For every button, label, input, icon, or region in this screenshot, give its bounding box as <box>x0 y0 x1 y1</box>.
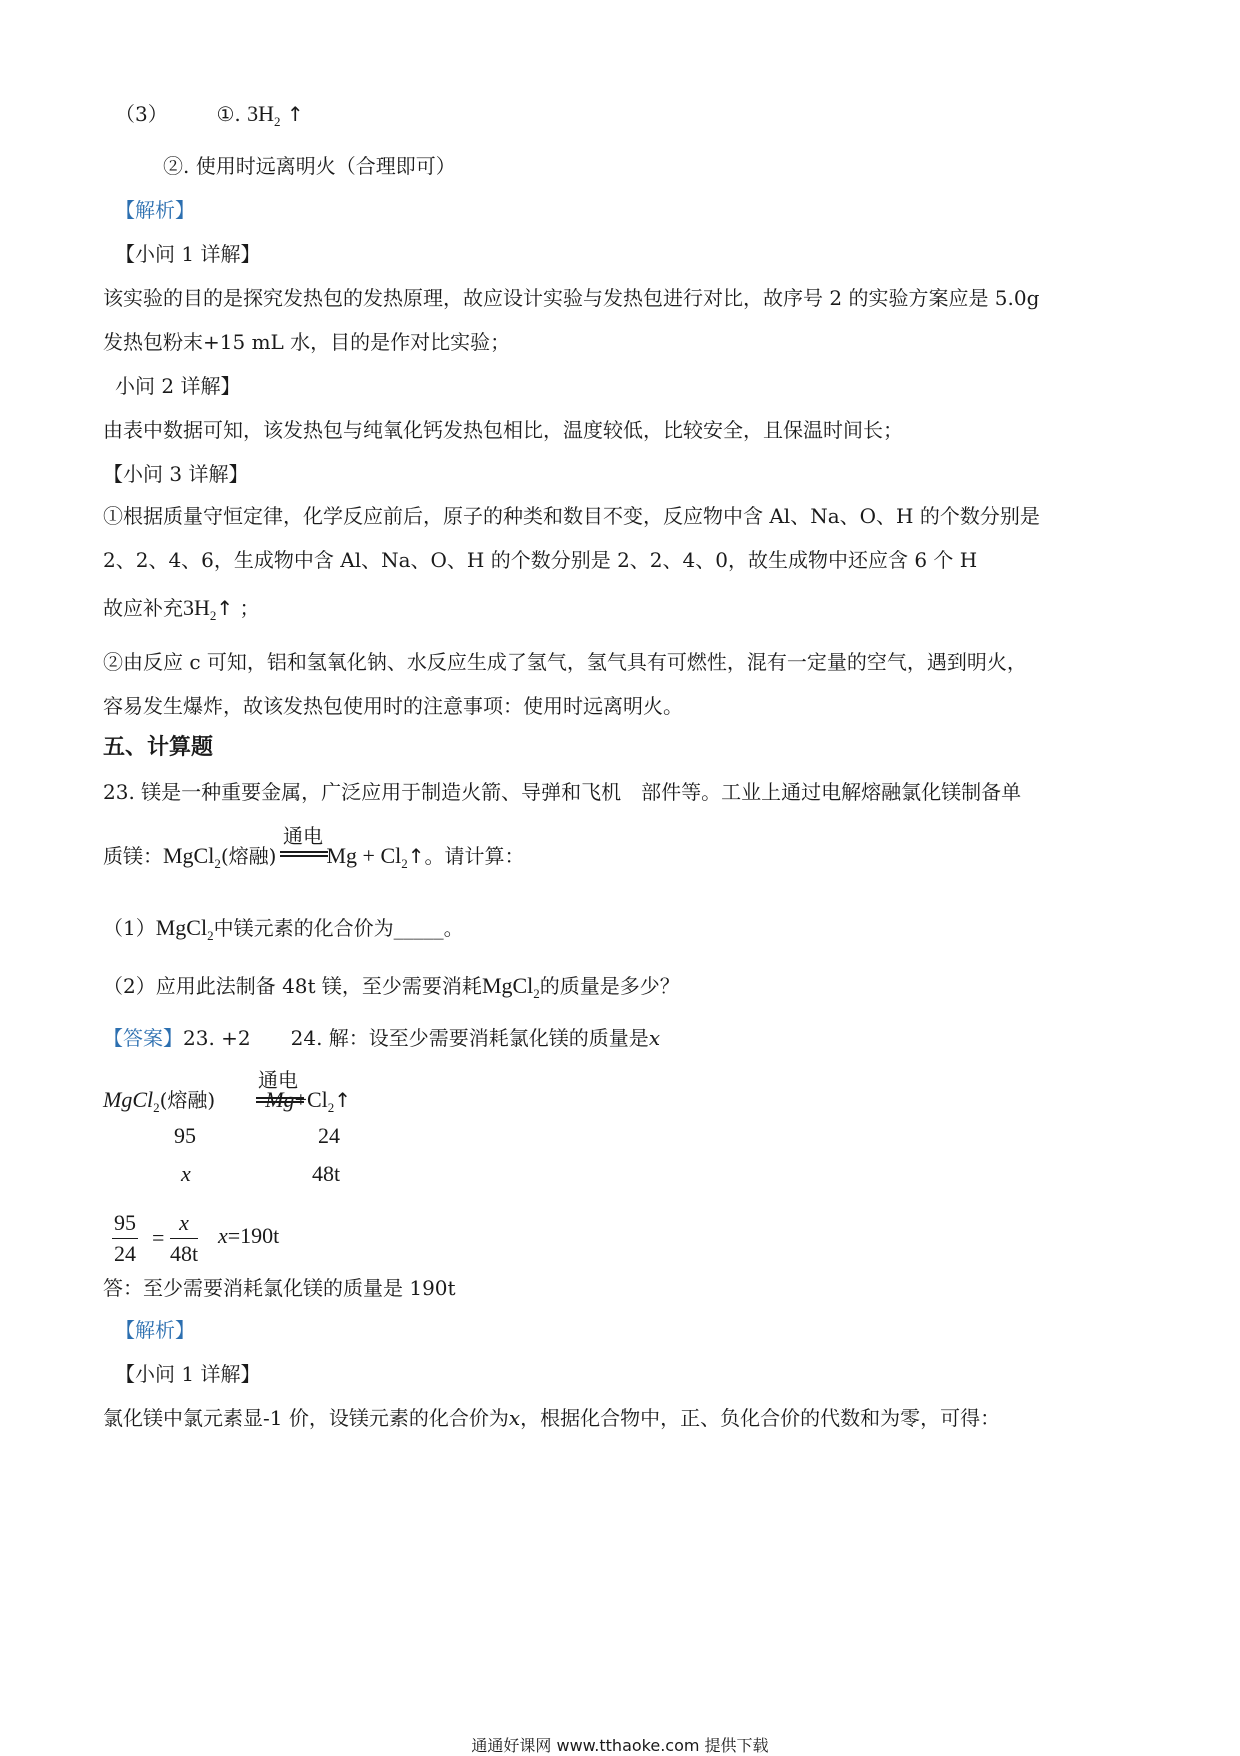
q1-detail-line1: 该实验的目的是探究发热包的发热原理，故应设计实验与发热包进行对比，故序号 2 的实验方案应是 5.0g <box>103 286 1040 310</box>
part3-line1 <box>115 100 304 136</box>
q3-detail-line2: 2、2、4、6，生成物中含 Al、Na、O、H 的个数分别是 2、2、4、0，故生成物中还应含 6 个 H <box>103 548 978 572</box>
analysis2-q1-heading: 【小问 1 详解】 <box>115 1362 261 1386</box>
analysis2-tag: 【解析】 <box>115 1318 195 1342</box>
q3-detail-line1: ①根据质量守恒定律，化学反应前后，原子的种类和数目不变，反应物中含 Al、Na、O、H 的个数分别是 <box>103 504 1040 528</box>
q3-detail-line4: ②由反应 c 可知，铝和氢氧化钠、水反应生成了氢气，氢气具有可燃性，混有一定量的空气，遇到明火， <box>103 650 1027 674</box>
part3-item1-formula: $3H_2$ <box>247 101 281 129</box>
unknown-left: x <box>181 1161 191 1186</box>
part3-label: （3） <box>115 102 168 126</box>
mass-right: 24 <box>318 1123 340 1148</box>
unknown-right: 48t <box>312 1161 341 1186</box>
q3-heading: 【小问 3 详解】 <box>103 462 249 486</box>
part3-item1-num: ①. <box>216 102 241 126</box>
q23-sub2: （2）应用此法制备 48t 镁，至少需要消耗MgCl$_2$的质量是多少？ <box>103 973 680 1001</box>
page-footer: 通通好课网 www.tthaoke.com 提供下载 <box>471 1736 769 1755</box>
q2-heading: 小问 2 详解】 <box>115 374 241 398</box>
up-arrow-icon: ↑ <box>286 102 304 126</box>
q23-sub1: （1）MgCl$_2$中镁元素的化合价为_____。 <box>103 915 464 943</box>
fraction-left: $\frac{95}{24}$ <box>114 1210 136 1266</box>
answer-line: 【答案】23. +2 24. 解：设至少需要消耗氯化镁的质量是x <box>103 1026 661 1050</box>
reaction-equals-sign <box>280 851 328 857</box>
up-arrow-icon: ↑ <box>407 844 425 868</box>
analysis2-q1-line1: 氯化镁中氯元素显-1 价，设镁元素的化合价为x，根据化合物中，正、负化合价的代数和为零，可得： <box>103 1406 1001 1430</box>
fraction-right: $\frac{x}{48t}$ <box>170 1210 199 1266</box>
analysis-tag: 【解析】 <box>115 198 195 222</box>
answer-tag: 【答案】 <box>103 1026 183 1050</box>
q23-line1: 23. 镁是一种重要金属，广泛应用于制造火箭、导弹和飞机 部件等。工业上通过电解熔融氯化镁制备单 <box>103 780 1022 804</box>
up-arrow-icon: ↑ <box>216 596 234 620</box>
answer-equation: MgCl$_2$(熔融) $Mg+Cl_2↑$ <box>103 1087 352 1115</box>
fraction-equals: = <box>152 1225 165 1250</box>
reaction-condition: 通电 <box>283 824 323 848</box>
part3-item2: ②. 使用时远离明火（合理即可） <box>163 154 456 178</box>
section-title: 五、计算题 <box>103 735 214 760</box>
q1-heading: 【小问 1 详解】 <box>115 242 261 266</box>
mass-left: 95 <box>174 1123 196 1148</box>
result: x=190t <box>218 1223 280 1248</box>
q3-detail-line3: 故应补充$3H_2↑$ ； <box>103 595 260 623</box>
up-arrow-icon: ↑ <box>334 1088 352 1112</box>
answer-reaction-condition: 通电 <box>258 1068 298 1092</box>
q3-detail-line5: 容易发生爆炸，故该发热包使用时的注意事项：使用时远离明火。 <box>103 694 683 718</box>
answer-equals-sign <box>256 1097 304 1103</box>
q1-detail-line2: 发热包粉末+15 mL 水，目的是作对比实验； <box>103 330 511 354</box>
conclusion: 答：至少需要消耗氯化镁的质量是 190t <box>103 1276 456 1300</box>
q23-equation-line: 质镁：MgCl$_2$(熔融) $Mg + Cl_2↑$。请计算： <box>103 843 525 871</box>
q2-detail-line1: 由表中数据可知，该发热包与纯氧化钙发热包相比，温度较低，比较安全，且保温时间长； <box>103 418 903 442</box>
